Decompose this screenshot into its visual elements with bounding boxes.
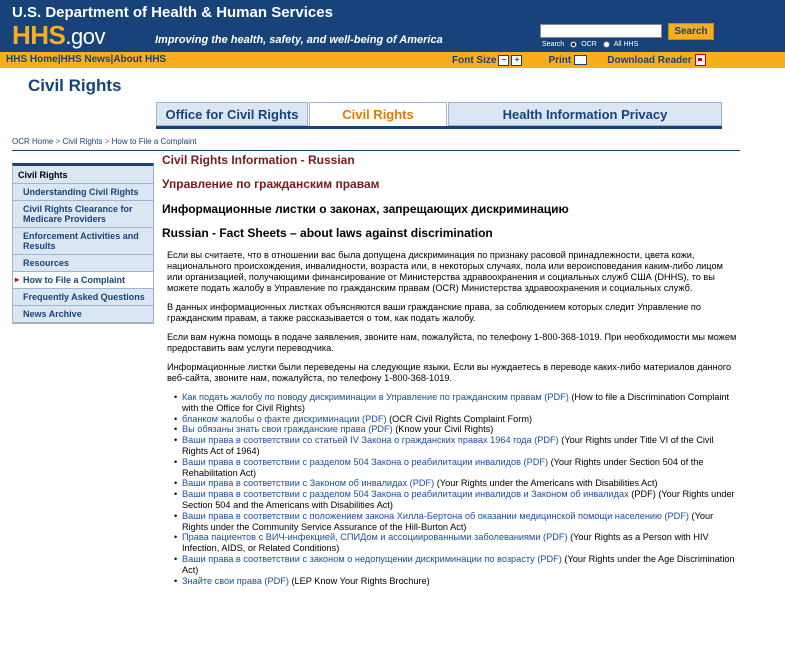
fact-sheet-link[interactable]: Ваши права в соответствии с разделом 504 Закона о реабилитации инвалидов и Законом об инвалидах <box>182 489 629 500</box>
search-radio-ocr[interactable] <box>570 41 577 48</box>
content-subtitle-ru: Управление по гражданским правам <box>162 177 380 191</box>
fact-sheet-note: (Know your Civil Rights) <box>395 424 494 435</box>
paragraph-help: Если вам нужна помощь в подаче заявления, звоните нам, пожалуйста, по телефону 1-800-368-1019. При необходимости мы можем предоставить вам услуги переводчика. <box>167 332 737 353</box>
breadcrumb-civil-rights[interactable]: Civil Rights <box>62 137 103 146</box>
font-increase-icon[interactable]: + <box>511 55 522 66</box>
logo-main: HHS <box>12 20 66 50</box>
search-label: Search <box>542 41 565 48</box>
sidebar-item-how-to-file[interactable]: ▸ How to File a Complaint <box>13 272 153 289</box>
fact-sheet-note: (OCR Civil Rights Complaint Form) <box>389 413 533 424</box>
sidebar-item-clearance-medicare[interactable]: Civil Rights Clearance for Medicare Providers <box>13 201 153 228</box>
list-item <box>174 554 737 576</box>
sidebar-item-enforcement[interactable]: Enforcement Activities and Results <box>13 228 153 255</box>
printer-icon[interactable] <box>574 55 587 65</box>
breadcrumb <box>12 137 197 146</box>
utility-tools <box>452 54 706 66</box>
fact-sheet-note: (Your Rights under Section 504 of the Rehabilitation Act) <box>182 456 704 478</box>
search-option-ocr: OCR <box>581 41 597 48</box>
page-title: Civil Rights <box>28 76 122 95</box>
list-item <box>174 457 737 479</box>
font-size-label: Font Size <box>452 54 497 66</box>
list-item <box>174 424 737 435</box>
utility-links: HHS Home|HHS News|About HHS <box>6 54 167 65</box>
fact-sheet-note: (Your Rights under the Americans with Disabilities Act) <box>436 478 658 489</box>
breadcrumb-how-to-file[interactable]: How to File a Complaint <box>111 137 197 146</box>
site-header <box>0 0 785 52</box>
breadcrumb-sep: > <box>102 137 112 146</box>
sidebar-item-resources[interactable]: Resources <box>13 255 153 272</box>
tab-office-for-civil-rights[interactable]: Office for Civil Rights <box>156 102 308 126</box>
fact-sheet-link[interactable]: Права пациентов с ВИЧ-инфекцией, СПИДом и ассоциированными заболеваниями (PDF) <box>182 532 568 543</box>
utility-bar <box>0 52 785 68</box>
sidebar <box>12 163 154 324</box>
fact-sheet-note: (Your Rights under the Community Service Assurance of the Hill-Burton Act) <box>182 510 714 532</box>
fact-sheet-link[interactable]: Ваши права в соответствии с Законом об инвалидах (PDF) <box>182 478 435 489</box>
font-decrease-icon[interactable]: − <box>498 55 509 66</box>
search-button[interactable]: Search <box>668 23 714 40</box>
search-input[interactable] <box>540 24 662 38</box>
fact-sheet-note: (How to file a Discrimination Complaint with the Office for Civil Rights) <box>182 392 730 413</box>
fact-sheet-link[interactable]: Ваши права в соответствии с разделом 504 Закона о реабилитации инвалидов (PDF) <box>182 456 549 467</box>
list-item <box>174 414 737 425</box>
print-link[interactable]: Print <box>548 54 572 66</box>
about-hhs-link[interactable]: About HHS <box>113 54 167 65</box>
list-item <box>174 532 737 554</box>
tagline: Improving the health, safety, and well-being of America <box>155 34 443 46</box>
list-item <box>174 489 737 511</box>
search-radio-all[interactable] <box>603 41 610 48</box>
fact-sheet-note: (LEP Know Your Rights Brochure) <box>291 575 430 586</box>
list-item <box>174 511 737 533</box>
pdf-icon[interactable] <box>695 54 706 66</box>
breadcrumb-sep: > <box>53 137 63 146</box>
content-title: Civil Rights Information - Russian <box>162 153 355 167</box>
fact-sheet-list <box>162 392 737 586</box>
paragraph-fact-sheets: В данных информационных листках объясняются ваши гражданские права, за соблюдением которых следит Управление по гражданским правам, а также рассказывается о том, как подать жалобу. <box>167 302 701 323</box>
tab-bar <box>156 102 722 129</box>
content-heading-en: Russian - Fact Sheets – about laws against discrimination <box>162 226 493 240</box>
content-heading-ru: Информационные листки о законах, запрещающих дискриминацию <box>162 202 569 216</box>
hhs-home-link[interactable]: HHS Home <box>6 54 58 65</box>
sidebar-heading: Civil Rights <box>13 166 153 184</box>
sidebar-item-news-archive[interactable]: News Archive <box>13 306 153 323</box>
download-reader-link[interactable]: Download Reader <box>607 54 692 66</box>
logo-suffix: .gov <box>65 24 105 49</box>
agency-name: U.S. Department of Health & Human Services <box>12 4 333 21</box>
fact-sheet-note: (PDF) (Your Rights under Section 504 and the Americans with Disabilities Act) <box>182 489 735 510</box>
list-item <box>174 576 737 587</box>
fact-sheet-link[interactable]: Как подать жалобу по поводу дискриминации в Управление по гражданским правам (PDF) <box>182 392 569 402</box>
search-options <box>542 41 638 48</box>
breadcrumb-ocr-home[interactable]: OCR Home <box>12 137 54 146</box>
paragraph-intro: Если вы считаете, что в отношении вас была допущена дискриминация по признаку расовой принадлежности, цвета кожи, национального происхождения, инвалидности, возраста или, в некоторых случаях, пола или вероисповедания каким-либо лицом или организацией, получающими финансирование от Министерства здравоохранения и социальных служб США (DHHS), то вы можете подать жалобу в Управление по гражданским правам (OCR) Министерства здравоохранения и социальных служб. <box>167 250 723 293</box>
sidebar-item-understanding-civil-rights[interactable]: Understanding Civil Rights <box>13 184 153 201</box>
fact-sheet-note: (Your Rights under the Age Discrimination Act) <box>182 553 735 575</box>
main-content <box>162 153 737 586</box>
fact-sheet-link[interactable]: Ваши права в соответствии с законом о недопущении дискриминации по возрасту (PDF) <box>182 553 562 564</box>
hhs-logo[interactable] <box>12 20 105 51</box>
divider <box>12 150 740 151</box>
hhs-news-link[interactable]: HHS News <box>60 54 111 65</box>
list-item <box>174 392 737 414</box>
fact-sheet-link[interactable]: бланком жалобы о факте дискриминации (PDF) <box>182 413 387 424</box>
fact-sheet-link[interactable]: Ваши права в соответствии со статьей IV Закона о гражданских правах 1964 года (PDF) <box>182 435 559 446</box>
paragraph-languages: Информационные листки были переведены на следующие языки. Если вы нуждаетесь в переводе каких-либо материалов данного веб-сайта, звоните нам, пожалуйста, по телефону 1-800-368-1019. <box>167 362 732 383</box>
sidebar-item-faq[interactable]: Frequently Asked Questions <box>13 289 153 306</box>
fact-sheet-note: (Your Rights under Title VI of the Civil Rights Act of 1964) <box>182 435 714 456</box>
fact-sheet-link[interactable]: Вы обязаны знать свои гражданские права (PDF) <box>182 424 393 435</box>
tab-civil-rights[interactable]: Civil Rights <box>309 102 447 126</box>
search-option-all: All HHS <box>613 41 639 48</box>
fact-sheet-link[interactable]: Знайте свои права (PDF) <box>182 575 289 586</box>
list-item <box>174 435 737 457</box>
tab-health-information-privacy[interactable]: Health Information Privacy <box>448 102 722 126</box>
fact-sheet-note: (Your Rights as a Person with HIV Infection, AIDS, or Related Conditions) <box>182 532 709 554</box>
fact-sheet-link[interactable]: Ваши права в соответствии с положением закона Хилла-Бертона об оказании медицинской помощи населению (PDF) <box>182 510 689 521</box>
list-item <box>174 478 737 489</box>
